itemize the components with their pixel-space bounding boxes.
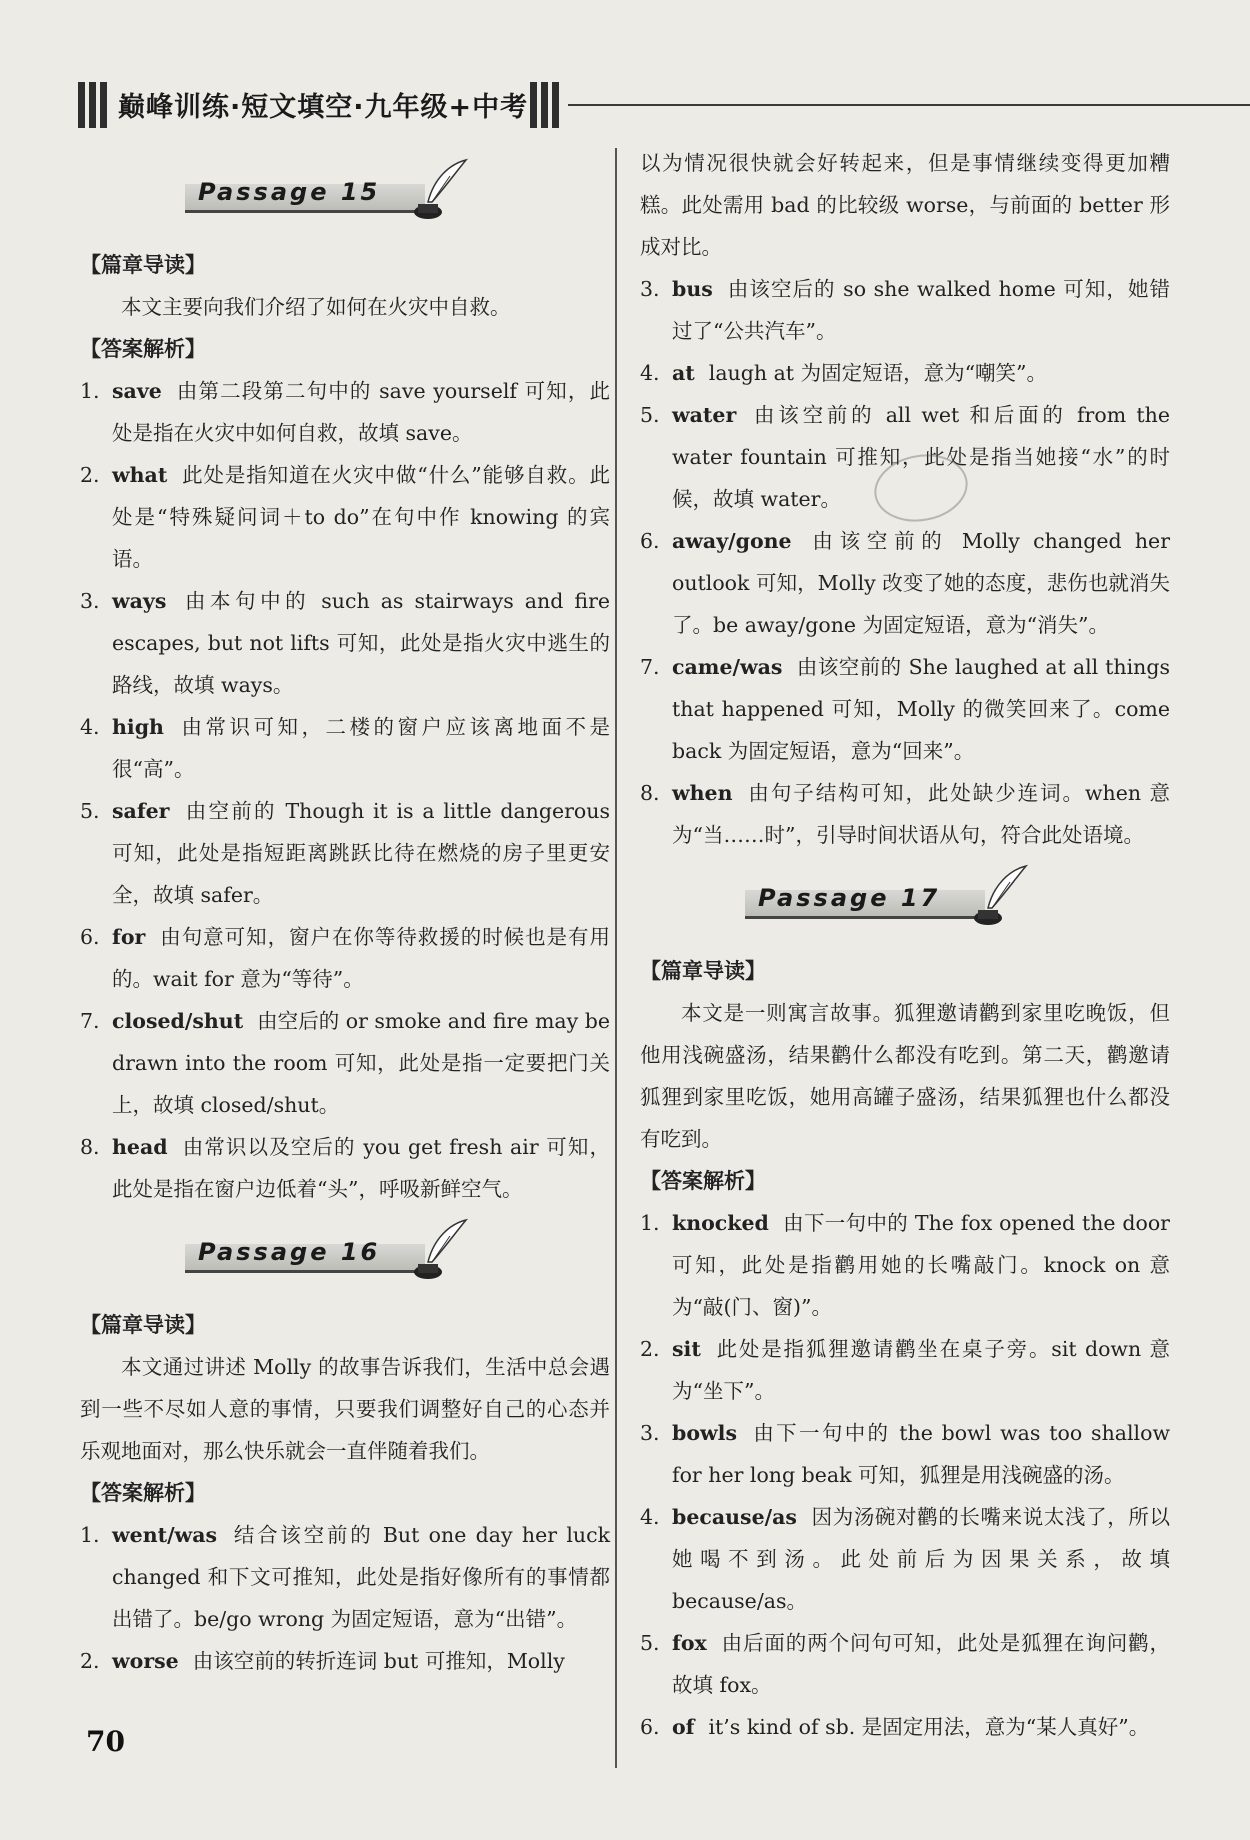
right-column [640, 142, 1170, 1748]
answer-item: 3. bus 由该空后的 so she walked home 可知，她错过了“公共汽车”。 [640, 277, 1170, 343]
answer-item: 4. because/as 因为汤碗对鹳的长嘴来说太浅了，所以她喝不到汤。此处前后为因果关系，故填 because/as。 [640, 1505, 1170, 1613]
passage-16-banner [80, 1218, 610, 1288]
quill-ink-icon [970, 864, 1030, 928]
answer-item: 8. when 由句子结构可知，此处缺少连词。when 意为“当……时”，引导时间状语从句，符合此处语境。 [640, 781, 1170, 847]
page-header [78, 80, 1250, 132]
column-divider [615, 148, 617, 1768]
answer-item: 6. away/gone 由该空前的 Molly changed her outlook 可知，Molly 改变了她的态度，悲伤也就消失了。be away/gone 为固定短语，意为“消失”。 [640, 529, 1170, 637]
passage-15-answers-label: 【答案解析】 [80, 337, 206, 361]
passage-15-intro-label: 【篇章导读】 [80, 253, 206, 277]
answer-item: 4. at laugh at 为固定短语，意为“嘲笑”。 [640, 361, 1048, 385]
passage-17-intro-label: 【篇章导读】 [640, 959, 766, 983]
header-title: 巅峰训练·短文填空·九年级+中考 [118, 92, 529, 123]
answer-item: 1. save 由第二段第二句中的 save yourself 可知，此处是指在火灾中如何自救，故填 save。 [80, 379, 610, 445]
answer-item: 1. knocked 由下一句中的 The fox opened the door 可知，此处是指鹳用她的长嘴敲门。knock on 意为“敲(门、窗)”。 [640, 1211, 1170, 1319]
answer-item: 5. water 由该空前的 all wet 和后面的 from the water fountain 可推知，此处是指当她接“水”的时候，故填 water。 [640, 403, 1170, 511]
answer-item: 3. ways 由本句中的 such as stairways and fire escapes, but not lifts 可知，此处是指火灾中逃生的路线，故填 ways。 [80, 589, 610, 697]
header-bars-left [78, 82, 107, 128]
answer-item: 2. sit 此处是指狐狸邀请鹳坐在桌子旁。sit down 意为“坐下”。 [640, 1337, 1170, 1403]
quill-ink-icon [410, 158, 470, 222]
passage-15-intro: 本文主要向我们介绍了如何在火灾中自救。 [121, 295, 511, 319]
answer-item: 1. went/was 结合该空前的 But one day her luck changed 和下文可推知，此处是指好像所有的事情都出错了。be/go wrong 为固定短语，意为“出错”。 [80, 1523, 610, 1631]
quill-ink-icon [410, 1218, 470, 1282]
answer-item: 7. closed/shut 由空后的 or smoke and fire may be drawn into the room 可知，此处是指一定要把门关上，故填 closed/shut。 [80, 1009, 610, 1117]
header-bars-right [530, 82, 559, 128]
answer-item: 5. safer 由空前的 Though it is a little dangerous 可知，此处是指短距离跳跃比待在燃烧的房子里更安全，故填 safer。 [80, 799, 610, 907]
passage-17-intro: 本文是一则寓言故事。狐狸邀请鹳到家里吃晚饭，但他用浅碗盛汤，结果鹳什么都没有吃到。第二天，鹳邀请狐狸到家里吃饭，她用高罐子盛汤，结果狐狸也什么都没有吃到。 [640, 1001, 1170, 1151]
passage-16-intro: 本文通过讲述 Molly 的故事告诉我们，生活中总会遇到一些不尽如人意的事情，只要我们调整好自己的心态并乐观地面对，那么快乐就会一直伴随着我们。 [80, 1355, 610, 1463]
answer-item: 2. what 此处是指知道在火灾中做“什么”能够自救。此处是“特殊疑问词＋to do”在句中作 knowing 的宾语。 [80, 463, 610, 571]
passage-17-answers-label: 【答案解析】 [640, 1169, 766, 1193]
page-number: 70 [86, 1725, 125, 1758]
answer-item: 5. fox 由后面的两个问句可知，此处是狐狸在询问鹳，故填 fox。 [640, 1631, 1170, 1697]
answer-item: 3. bowls 由下一句中的 the bowl was too shallow for her long beak 可知，狐狸是用浅碗盛的汤。 [640, 1421, 1170, 1487]
passage-17-banner [640, 864, 1170, 934]
passage-16-title: Passage 16 [198, 1238, 381, 1266]
passage-16-intro-label: 【篇章导读】 [80, 1313, 206, 1337]
answer-2-continued: 以为情况很快就会好转起来，但是事情继续变得更加糟糕。此处需用 bad 的比较级 worse，与前面的 better 形成对比。 [640, 151, 1170, 259]
left-column [80, 150, 610, 1682]
answer-item: 7. came/was 由该空前的 She laughed at all things that happened 可知，Molly 的微笑回来了。come back 为固定短语，意为“回来”。 [640, 655, 1170, 763]
passage-16-answers-label: 【答案解析】 [80, 1481, 206, 1505]
passage-15-banner [80, 158, 610, 228]
passage-15-title: Passage 15 [198, 178, 381, 206]
answer-item: 8. head 由常识以及空后的 you get fresh air 可知，此处是指在窗户边低着“头”，呼吸新鲜空气。 [80, 1135, 610, 1201]
answer-item: 6. of it’s kind of sb. 是固定用法，意为“某人真好”。 [640, 1715, 1150, 1739]
answer-item: 6. for 由句意可知，窗户在你等待救援的时候也是有用的。wait for 意为“等待”。 [80, 925, 610, 991]
answer-item: 2. worse 由该空前的转折连词 but 可推知，Molly [80, 1649, 565, 1673]
answer-item: 4. high 由常识可知，二楼的窗户应该离地面不是很“高”。 [80, 715, 610, 781]
header-rule [568, 104, 1250, 106]
passage-17-title: Passage 17 [758, 884, 941, 912]
answer-2-text-part1: 由该空前的转折连词 but 可推知，Molly [192, 1649, 565, 1673]
